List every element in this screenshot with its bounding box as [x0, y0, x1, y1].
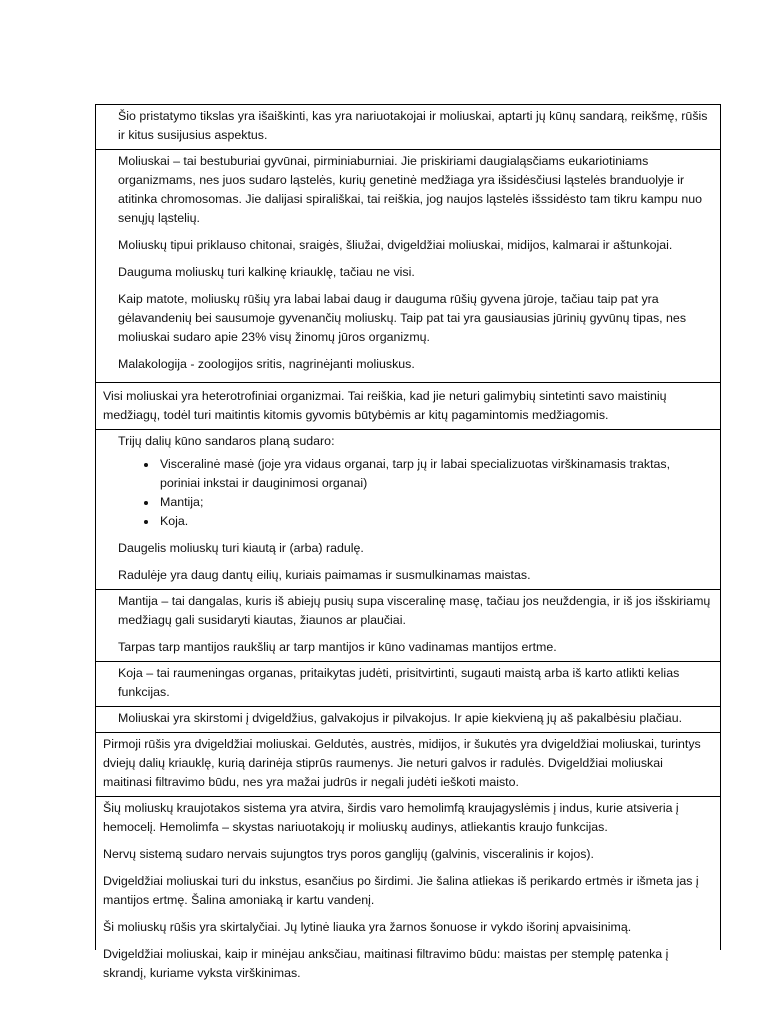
paragraph: Moliuskai – tai bestuburiai gyvūnai, pirminiaburniai. Jie priskiriami daugialąsčiams eukariotiniams organizmams, nes juos sudaro ląstelės, kurių genetinė medžiaga yra išsidėsčiusi ląstelės branduolyje ir atitinka chromosomas. Jie dalijasi spirališkai, tai reiškia, jog naujos ląstelės išssidėsto tam tikru kampu nuo senųjų ląstelių. — [118, 154, 702, 225]
paragraph: Kaip matote, moliuskų rūšių yra labai labai daug ir dauguma rūšių gyvena jūroje, tačiau taip pat yra gėlavandenių bei sausumoje gyvenančių moliuskų. Taip pat tai yra gausiausias jūrinių gyvūnų tipas, nes moliuskai sudaro apie 23% visų žinomų jūros organizmų. — [118, 292, 687, 344]
paragraph: Moliuskai yra skirstomi į dvigeldžius, galvakojus ir pilvakojus. Ir apie kiekvieną jų aš pakalbėsiu plačiau. — [118, 711, 683, 725]
paragraph: Dvigeldžiai moliuskai turi du inkstus, esančius po širdimi. Jie šalina atliekas iš perikardo ertmės ir išmeta jas į mantijos ertmę. Šalina amoniaką ir kartu vandenį. — [103, 874, 699, 907]
list-item: • Visceralinė masė (joje yra vidaus organai, tarp jų ir labai specializuotas virškinamasis traktas, poriniai inkstai ir dauginimosi organai) — [158, 455, 712, 493]
list-item: • Mantija; — [158, 493, 712, 512]
paragraph: Koja – tai raumeningas organas, pritaikytas judėti, prisitvirtinti, sugauti maistą arba iš karto atlikti kelias funkcijas. — [118, 666, 680, 699]
paragraph: Mantija – tai dangalas, kuris iš abiejų pusių supa visceralinę masę, tačiau jos neuždengia, ir iš jos išskiriamų medžiagų gali susidaryti kiautas, žiaunos ar plaučiai. — [118, 594, 711, 627]
bivalves-cell — [96, 733, 720, 797]
classification-cell — [96, 707, 720, 733]
paragraph: Pirmoji rūšis yra dvigeldžiai moliuskai. Geldutės, austrės, midijos, ir šukutės yra dvigeldžiai moliuskai, turintys dviejų dalių kriauklę, kurią darinėja stiprūs raumenys. Jie neturi galvos ir radulės. Dvigeldžiai moliuskai maitinasi filtravimo būdu, nes yra mažai judrūs ir negali judėti ieškoti maisto. — [103, 737, 701, 789]
mollusc-overview-cell — [96, 150, 720, 430]
paragraph: Šio pristatymo tikslas yra išaiškinti, kas yra nariuotakojai ir moliuskai, aptarti jų kūnų sandarą, reikšmę, rūšis ir kitus susijusius aspektus. — [118, 109, 708, 142]
paragraph: Dauguma moliuskų turi kalkinę kriauklę, tačiau ne visi. — [118, 265, 415, 279]
paragraph: Malakologija - zoologijos sritis, nagrinėjanti moliuskus. — [118, 357, 415, 371]
paragraph: Daugelis moliuskų turi kiautą ir (arba) radulę. — [118, 541, 364, 555]
list-item: • Koja. — [158, 512, 712, 531]
paragraph: Tarpas tarp mantijos raukšlių ar tarp mantijos ir kūno vadinamas mantijos ertme. — [118, 640, 557, 654]
paragraph: Šių moliuskų kraujotakos sistema yra atvira, širdis varo hemolimfą kraujagyslėmis į indus, kurie atsiveria į hemocelį. Hemolimfa – skystas nariuotakojų ir moliuskų audinys, atliekantis kraujo funkcijas. — [103, 801, 679, 834]
foot-cell — [96, 662, 720, 707]
body-parts-list — [118, 455, 712, 531]
document-table — [95, 104, 721, 980]
paragraph: Radulėje yra daug dantų eilių, kuriais paimamas ir susmulkinamas maistas. — [118, 568, 531, 582]
intro-cell — [96, 105, 720, 150]
body-plan-cell — [96, 430, 720, 590]
paragraph: Dvigeldžiai moliuskai, kaip ir minėjau anksčiau, maitinasi filtravimo būdu: maistas per stemplę patenka į skrandį, kuriame vyksta virškinimas. — [103, 947, 669, 980]
paragraph: Moliuskų tipui priklauso chitonai, sraigės, šliužai, dvigeldžiai moliuskai, midijos, kalmarai ir aštunkojai. — [118, 238, 673, 252]
paragraph: Nervų sistemą sudaro nervais sujungtos trys poros ganglijų (galvinis, visceralinis ir kojos). — [103, 847, 595, 861]
paragraph: Ši moliuskų rūšis yra skirtalyčiai. Jų lytinė liauka yra žarnos šonuose ir vykdo išorinį apvaisinimą. — [103, 920, 632, 934]
bivalve-systems-cell — [96, 797, 720, 987]
heterotroph-paragraph: Visi moliuskai yra heterotrofiniai organizmai. Tai reiškia, kad jie neturi galimybių sintetinti savo maistinių medžiagų, todėl turi maitintis kitomis gyvomis būtybėmis ar kitų pagamintomis medžiagomis. — [96, 382, 720, 429]
mantle-cell — [96, 590, 720, 662]
paragraph: Trijų dalių kūno sandaros planą sudaro: — [118, 434, 335, 448]
